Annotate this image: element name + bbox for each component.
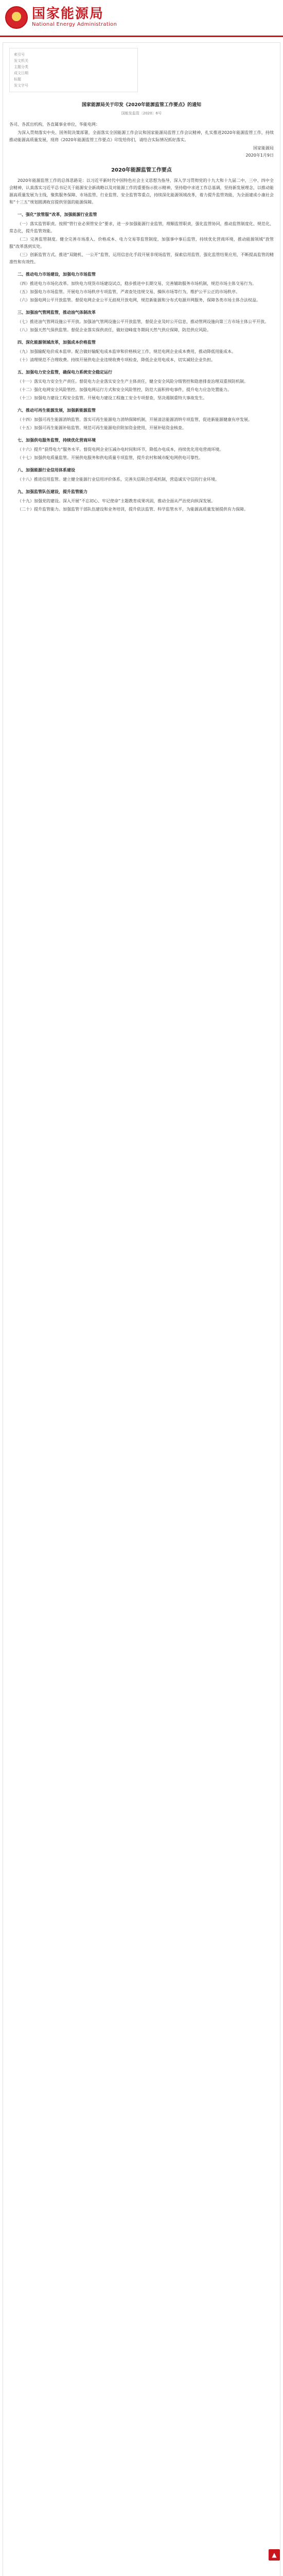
back-to-top-button[interactable] <box>269 2549 280 2561</box>
section-paragraph: （十四）加强可再生能源消纳监管。落实可再生能源电力消纳保障机制，开展清洁能源消纳专项监管，促进新能源健康有序发展。 <box>17 417 252 422</box>
section-paragraph: （十一）落实电力安全生产责任。督促电力企业落实安全生产主体责任，健全安全风险分级管控和隐患排查治理双重预防机制。 <box>17 379 248 384</box>
section-paragraph: （十三）加强电力建设工程安全监管。开展电力建设工程施工安全专项督查，坚决遏制重特大事故发生。 <box>17 396 207 400</box>
section-heading: 九、加强监管队伍建设，提升监管能力 <box>17 489 87 494</box>
meta-row: 标题 <box>14 77 21 81</box>
meta-row: 主题分类 <box>14 65 28 69</box>
section-heading: 一、强化“放管服”改革，加强能源行业监管 <box>17 212 97 217</box>
signature: 国家能源局 <box>253 146 274 150</box>
section-paragraph: （四）推进电力市场化改革。加快电力现货市场建设试点，稳步推进中长期交易，完善辅助服务市场机制，规范市场主体交易行为。 <box>17 281 256 286</box>
section-paragraph: （十八）推进信用监管。建立健全能源行业信用评价体系，完善失信联合惩戒机制，营造诚实守信的行业环境。 <box>17 477 219 482</box>
arrow-up-icon: ▲ <box>272 2551 277 2558</box>
sections-container <box>9 211 274 513</box>
section-paragraph: （十五）加强可再生能源补贴监管。规范可再生能源电价附加资金使用，开展补贴资金核查。 <box>17 426 186 430</box>
section-paragraph: （二）完善监管制度。健全完善市场准入、价格成本、电力交易等监管制度，加强事中事后监管，持续优化营商环境，推动能源领域“放管服”改革落到实处。 <box>9 237 274 249</box>
section-paragraph: （六）加强电网公平开放监管。督促电网企业公平无歧视开放电网，规范新能源和分布式电源并网服务，保障各类市场主体合法权益。 <box>17 298 260 302</box>
preamble-paragraph: 2020年能源监管工作的总体思路是：以习近平新时代中国特色社会主义思想为指导，深入学习贯彻党的十九大和十九届二中、三中、四中全会精神，认真落实习近平总书记关于能源安全新战略以及对能源工作的重要指示批示精神，坚持稳中求进工作总基调，坚持新发展理念，以推动能源高质量发展为主线，聚焦服务保障、市场监管、行业监管、安全监管等重点，持续深化能源领域改革，着力提升监管效能，为全面建成小康社会和“十三五”规划圆满收官提供坚强的能源保障。 <box>9 178 274 205</box>
section-heading: 六、推动可再生能源发展，加强新能源监管 <box>17 408 96 413</box>
section-paragraph: （七）推进油气管网设施公平开放。加强油气管网设施公平开放监管，督促企业及时公开信息，推动管网设施向第三方市场主体公平开放。 <box>17 319 269 324</box>
intro-paragraph: 为深入贯彻落实中央、国务院决策部署，全面落实全国能源工作会议和国家能源局监管工作会议精神，扎实推进2020年能源监管工作，持续推动能源高质量发展，现将《2020年能源监管工作要点》印发给你们，请结合实际情况抓好落实。 <box>9 130 274 142</box>
section-paragraph: （一）落实监管职责。按照“管行业必须管安全”要求，进一步加强能源行业监管，理顺监管职责，强化监管协同，推动监管制度化、规范化、常态化，提升监管效能。 <box>9 222 274 233</box>
meta-row: 发文字号 <box>14 83 28 88</box>
section-paragraph: （十二）强化电网安全风险管控。加强电网运行方式和安全风险管控，防范大面积停电事件，提升电力应急处置能力。 <box>17 387 232 392</box>
meta-row: 发文机关 <box>14 59 28 63</box>
document-number: 国能发监管〔2020〕6号 <box>121 111 162 115</box>
section-paragraph: （十）清理规范不合理收费。持续开展供电企业违规收费专项检查，降低企业用电成本，切实减轻企业负担。 <box>17 358 215 362</box>
section-heading: 五、加强电力安全监管，确保电力系统安全稳定运行 <box>17 370 112 375</box>
section-paragraph: （五）加强电力市场监管。开展电力市场秩序专项监管，严肃查处违规交易、操纵市场等行为，维护公平公正的市场秩序。 <box>17 290 240 294</box>
section-paragraph: （二十）提升监管能力。加强监管干部队伍建设和业务培训，提升依法监管、科学监管水平，为能源高质量发展提供有力保障。 <box>17 507 248 512</box>
document-title: 国家能源局关于印发《2020年能源监管工作要点》的通知 <box>81 103 202 108</box>
site-logo[interactable] <box>5 6 117 29</box>
site-name-cn: 国家能源局 <box>32 6 104 22</box>
article-container <box>3 42 280 2576</box>
section-heading: 三、加强油气管网监管，推动油气体制改革 <box>17 310 96 315</box>
site-name-en: National Energy Administration <box>32 22 117 27</box>
national-emblem-icon <box>5 6 28 29</box>
site-header <box>0 0 283 37</box>
document-date: 2020年1月9日 <box>245 153 274 158</box>
meta-row: 成文日期 <box>14 71 28 75</box>
meta-row: 索引号 <box>14 53 25 57</box>
document-meta-table <box>9 48 138 92</box>
salutation: 各司、各派出机构，各直属事业单位，华能电网： <box>9 122 100 127</box>
section-paragraph: （八）加强天然气保供监管。督促企业落实保供责任，做好迎峰度冬期间天然气供应保障，防范供应风险。 <box>17 328 211 332</box>
attachment-title: 2020年能源监管工作要点 <box>111 167 172 173</box>
section-heading: 八、加强能源行业信用体系建设 <box>17 468 75 472</box>
section-paragraph: （三）创新监管方式。推进“双随机、一公开”监管，运用信息化手段开展非现场监管，探索信用监管，强化监管结果应用，不断提高监管的精准性和有效性。 <box>9 252 274 264</box>
section-heading: 七、加强供电服务监管，持续优化营商环境 <box>17 438 96 443</box>
section-paragraph: （十六）提升“获得电力”服务水平。督促电网企业压减办电时间和环节，降低办电成本，持续优化用电营商环境。 <box>17 447 224 452</box>
section-heading: 二、推动电力市场建设，加强电力市场监管 <box>17 272 96 277</box>
section-heading: 四、深化能源领域改革，加强成本价格监管 <box>17 340 96 345</box>
section-paragraph: （十七）加强供电质量监管。开展供电服务和供电质量专项监管，提升农村和城市配电网供电可靠性。 <box>17 455 203 460</box>
section-paragraph: （十九）加强党的建设。深入开展“不忘初心、牢记使命”主题教育成果巩固，推动全面从严治党向纵深发展。 <box>17 499 216 503</box>
section-paragraph: （九）加强输配电价成本监审。配合做好输配电成本监审和价格核定工作，规范电网企业成本费用，推动降低用能成本。 <box>17 349 236 354</box>
